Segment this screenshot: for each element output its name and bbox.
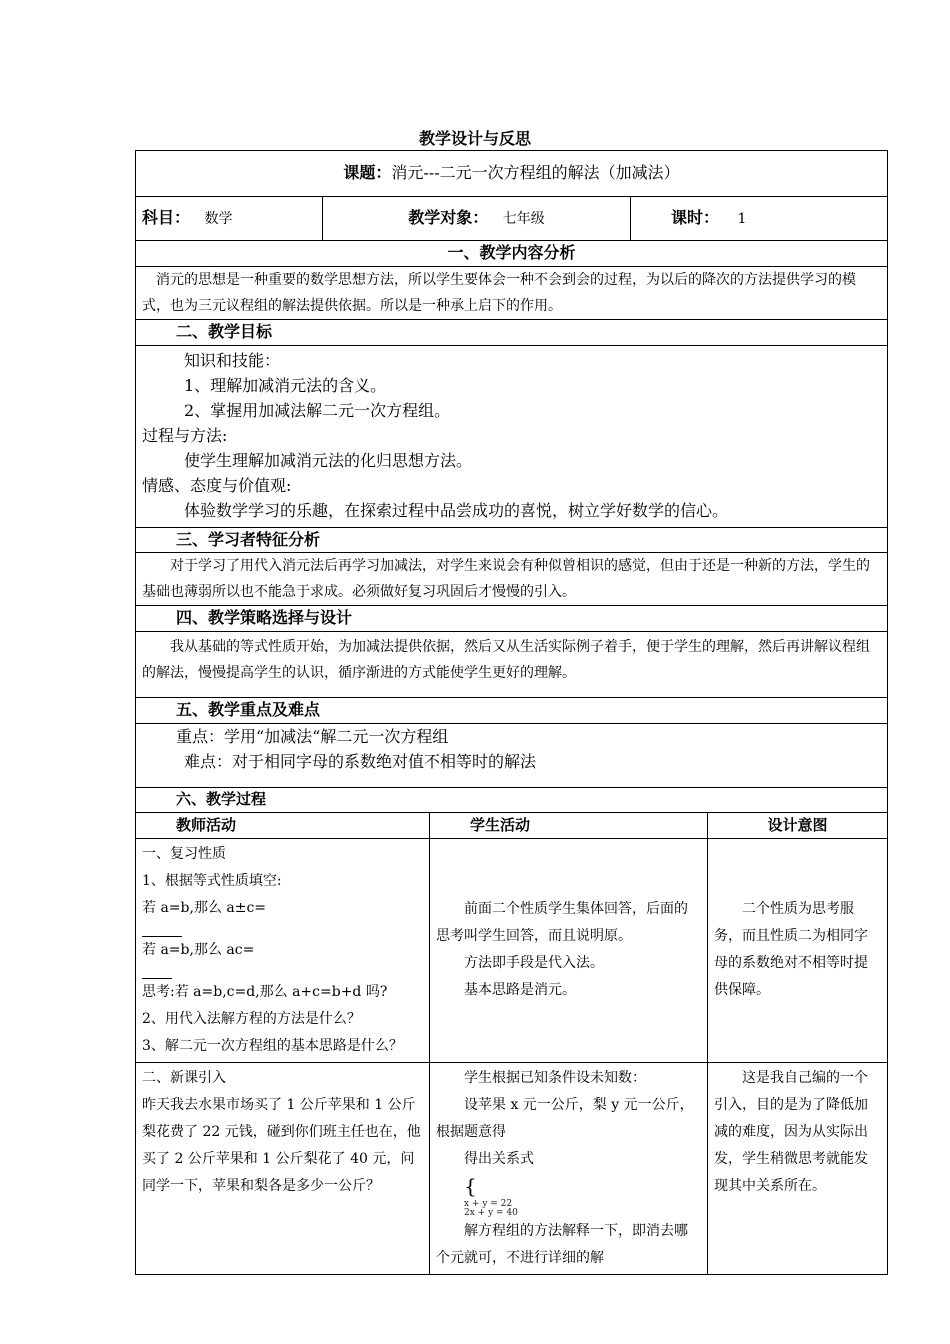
teacher-line: 2、用代入法解方程的方法是什么？ [142, 1010, 361, 1027]
blank-underline [142, 922, 182, 937]
col-header-student: 学生活动 [430, 812, 708, 838]
subject-label: 科目： [142, 208, 191, 228]
student-line: 得出关系式 { x + y = 22 2x + y = 40 [436, 1146, 701, 1218]
equation-brace: { [464, 1173, 477, 1198]
student-line: 前面二个性质学生集体回答，后面的思考叫学生回答，而且说明原。 [436, 901, 688, 945]
objective-line: 1、理解加减消元法的含义。 [184, 375, 387, 395]
objective-line: 2、掌握用加减法解二元一次方程组。 [184, 400, 451, 420]
student-line: 解方程组的方法解释一下，即消去哪个元就可，不进行详细的解 [436, 1222, 688, 1266]
section-strategy-title: 四、教学策略选择与设计 [136, 606, 888, 632]
intent-text: 二个性质为思考服务，而且性质二为相同字母的系数绝对不相等时提供保障。 [714, 901, 868, 999]
section-key-points-title: 五、教学重点及难点 [136, 698, 888, 724]
topic-value: 消元---二元一次方程组的解法（加减法） [391, 163, 680, 183]
document-title: 教学设计与反思 [418, 129, 531, 148]
topic-label: 课题： [343, 163, 392, 183]
section-objectives-title: 二、教学目标 [136, 319, 888, 345]
teacher-line: 一、复习性质 [142, 845, 226, 862]
student-line: 学生根据已知条件设未知数： [464, 1069, 646, 1086]
design-intent-review [708, 838, 888, 1062]
hours-label: 课时： [671, 208, 720, 228]
student-activity-review [430, 838, 708, 1062]
objective-line: 体验数学学习的乐趣，在探索过程中品尝成功的喜悦，树立学好数学的信心。 [184, 500, 729, 520]
student-line: 基本思路是消元。 [464, 982, 576, 999]
equation-system: x + y = 22 2x + y = 40 [464, 1198, 518, 1218]
objective-line: 知识和技能： [184, 350, 281, 370]
topic-cell [136, 151, 888, 197]
section-key-points-body [136, 723, 888, 787]
teacher-line: 若 a=b,那么 a±c= [142, 895, 423, 937]
intent-text: 这是我自己编的一个引入，目的是为了降低加减的难度，因为从实际出发，学生稍微思考就能发现其中关系所在。 [714, 1069, 868, 1194]
lesson-plan-table [135, 150, 888, 1275]
student-line: 设苹果 x 元一公斤，梨 y 元一公斤，根据题意得 [436, 1096, 694, 1140]
teacher-line: 1、根据等式性质填空: [142, 872, 282, 889]
section-learner-analysis-text: 对于学习了用代入消元法后再学习加减法，对学生来说会有种似曾相识的感觉，但由于还是一种新的方法，学生的基础也薄弱所以也不能急于求成。必须做好复习巩固后才慢慢的引入。 [136, 553, 888, 606]
key-point-line: 难点：对于相同字母的系数绝对值不相等时的解法 [184, 751, 537, 771]
section-learner-analysis-title: 三、学习者特征分析 [136, 527, 888, 553]
subject-cell [136, 197, 323, 241]
objective-line: 使学生理解加减消元法的化归思想方法。 [184, 450, 473, 470]
teacher-line: 若 a=b,那么 ac= [142, 937, 423, 979]
subject-value: 数学 [204, 211, 233, 228]
design-intent-intro [708, 1062, 888, 1274]
section-objectives-body [136, 345, 888, 527]
section-process-title: 六、教学过程 [136, 787, 888, 812]
student-activity-intro [430, 1062, 708, 1274]
hours-cell [631, 197, 888, 241]
teacher-line: 3、解二元一次方程组的基本思路是什么？ [142, 1037, 403, 1054]
col-header-teacher: 教师活动 [136, 812, 430, 838]
objective-line: 过程与方法: [142, 425, 228, 445]
section-content-analysis-title: 一、教学内容分析 [136, 241, 888, 267]
target-cell [323, 197, 631, 241]
col-header-intent: 设计意图 [708, 812, 888, 838]
teacher-line: 思考:若 a=b,c=d,那么 a+c=b+d 吗? [142, 983, 388, 1000]
blank-underline [142, 964, 172, 979]
teacher-activity-review [136, 838, 430, 1062]
objective-line: 情感、态度与价值观: [142, 475, 292, 495]
section-strategy-text: 我从基础的等式性质开始，为加减法提供依据，然后又从生活实际例子着手，便于学生的理解，然后再讲解议程组的解法，慢慢提高学生的认识，循序渐进的方式能使学生更好的理解。 [136, 632, 888, 698]
section-content-analysis-text: 消元的思想是一种重要的数学思想方法，所以学生要体会一种不会到会的过程，为以后的降次的方法提供学习的模式，也为三元议程组的解法提供依据。所以是一种承上启下的作用。 [136, 266, 888, 319]
target-label: 教学对象： [408, 208, 489, 228]
key-point-line: 重点：学用“加减法“解二元一次方程组 [176, 726, 449, 746]
student-line: 方法即手段是代入法。 [464, 955, 604, 972]
teacher-activity-intro: 二、新课引入 昨天我去水果市场买了 1 公斤苹果和 1 公斤梨花费了 22 元钱，碰到你们班主任也在，他买了 2 公斤苹果和 1 公斤梨花了 40 元，问同学一下，苹果和梨各是多少一公斤？ [136, 1062, 430, 1274]
target-value: 七年级 [502, 211, 545, 228]
hours-value: 1 [737, 211, 747, 228]
